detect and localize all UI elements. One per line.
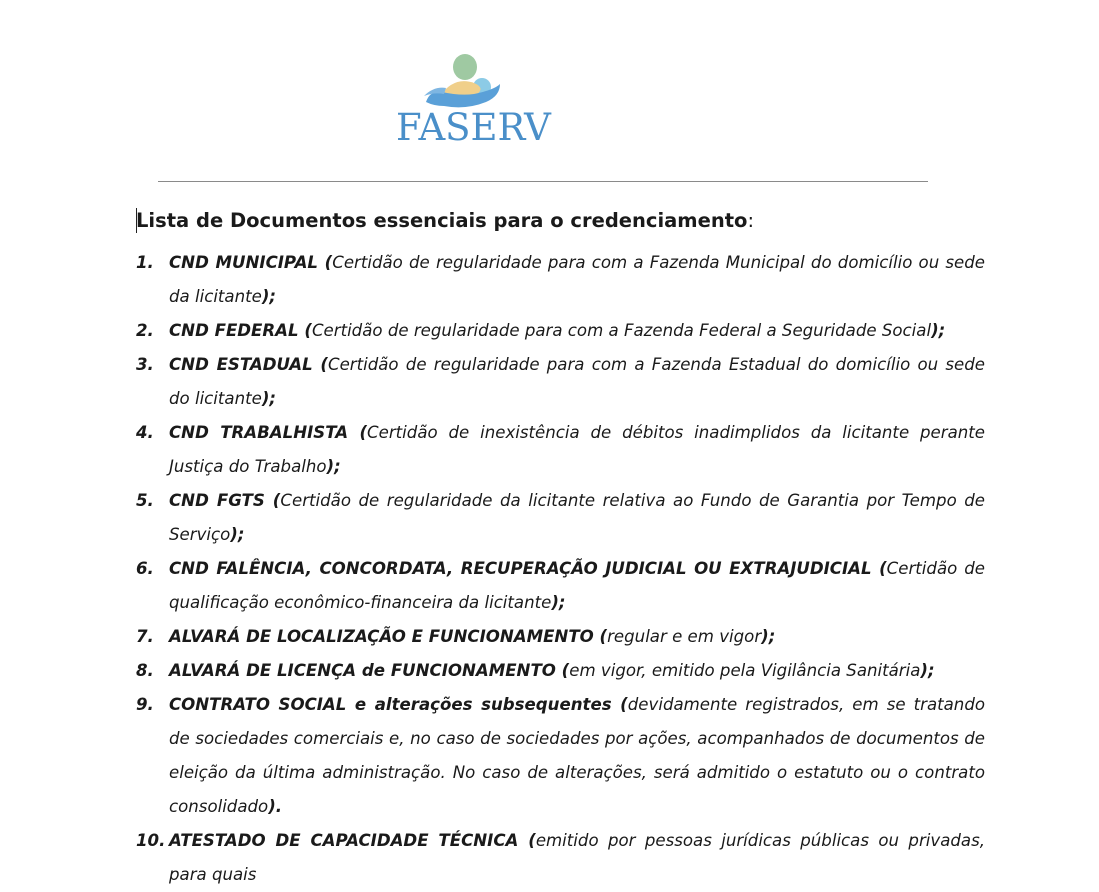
- item-description: Certidão de regularidade para com a Fazenda Estadual do domicílio ou sede do licitante: [169, 355, 985, 408]
- item-description: emitido por pessoas jurídicas públicas ou privadas, para quais: [169, 831, 985, 884]
- item-closing: );: [230, 525, 245, 544]
- item-closing: );: [761, 627, 776, 646]
- item-number: 9.: [136, 695, 154, 714]
- item-description: Certidão de regularidade para com a Fazenda Federal a Seguridade Social: [311, 321, 932, 340]
- item-number: 7.: [136, 627, 154, 646]
- item-number: 5.: [136, 491, 154, 510]
- item-description: Certidão de regularidade para com a Fazenda Municipal do domicílio ou sede da licitante: [169, 253, 985, 306]
- header-divider: [158, 181, 928, 182]
- item-closing: ).: [268, 797, 283, 816]
- item-title: CND MUNICIPAL (: [169, 253, 333, 272]
- list-item: [136, 348, 985, 416]
- item-closing: );: [920, 661, 935, 680]
- item-number: 6.: [136, 559, 154, 578]
- list-item: [136, 654, 985, 688]
- item-description: Certidão de qualificação econômico-financeira da licitante: [169, 559, 985, 612]
- item-title: ATESTADO DE CAPACIDADE TÉCNICA (: [169, 831, 536, 850]
- item-title: ALVARÁ DE LICENÇA de FUNCIONAMENTO (: [169, 661, 570, 680]
- hands-figures-icon: [396, 50, 538, 110]
- item-number: 10.: [136, 831, 166, 850]
- list-item: [136, 246, 985, 314]
- item-description: regular e em vigor: [607, 627, 762, 646]
- heading-colon: :: [747, 209, 755, 232]
- item-description: Certidão de regularidade da licitante relativa ao Fundo de Garantia por Tempo de Serviço: [169, 491, 985, 544]
- list-item: [136, 416, 985, 484]
- list-item: [136, 484, 985, 552]
- list-item: [136, 824, 985, 892]
- faserv-logo: [396, 50, 551, 150]
- item-title: CND FEDERAL (: [169, 321, 312, 340]
- list-item: [136, 688, 985, 824]
- item-closing: );: [326, 457, 341, 476]
- item-description: em vigor, emitido pela Vigilância Sanitária: [569, 661, 921, 680]
- item-number: 2.: [136, 321, 154, 340]
- item-description: Certidão de inexistência de débitos inadimplidos da licitante perante Justiça do Trabalho: [169, 423, 985, 476]
- item-closing: );: [261, 287, 277, 306]
- list-item: [136, 620, 985, 654]
- item-number: 1.: [136, 253, 154, 272]
- document-list: [136, 246, 985, 892]
- item-number: 3.: [136, 355, 154, 374]
- item-title: CONTRATO SOCIAL e alterações subsequentes (: [169, 695, 628, 714]
- item-title: CND ESTADUAL (: [169, 355, 328, 374]
- item-description: devidamente registrados, em se tratando de sociedades comerciais e, no caso de sociedades por ações, acompanhados de documentos de eleição da última administração. No caso de alterações, será admitido o estatuto ou o contrato consolidado: [169, 695, 986, 816]
- item-closing: );: [261, 389, 277, 408]
- item-title: CND TRABALHISTA (: [169, 423, 368, 442]
- item-number: 8.: [136, 661, 154, 680]
- page-heading: [136, 209, 754, 232]
- heading-text: Lista de Documentos essenciais para o credenciamento: [136, 209, 748, 232]
- item-title: ALVARÁ DE LOCALIZAÇÃO E FUNCIONAMENTO (: [169, 627, 608, 646]
- item-title: CND FGTS (: [169, 491, 281, 510]
- item-number: 4.: [136, 423, 154, 442]
- item-title: CND FALÊNCIA, CONCORDATA, RECUPERAÇÃO JUDICIAL OU EXTRAJUDICIAL (: [169, 559, 887, 578]
- logo-text: FASERV: [396, 106, 551, 149]
- list-item: [136, 314, 985, 348]
- item-closing: );: [931, 321, 946, 340]
- item-closing: );: [551, 593, 566, 612]
- list-item: [136, 552, 985, 620]
